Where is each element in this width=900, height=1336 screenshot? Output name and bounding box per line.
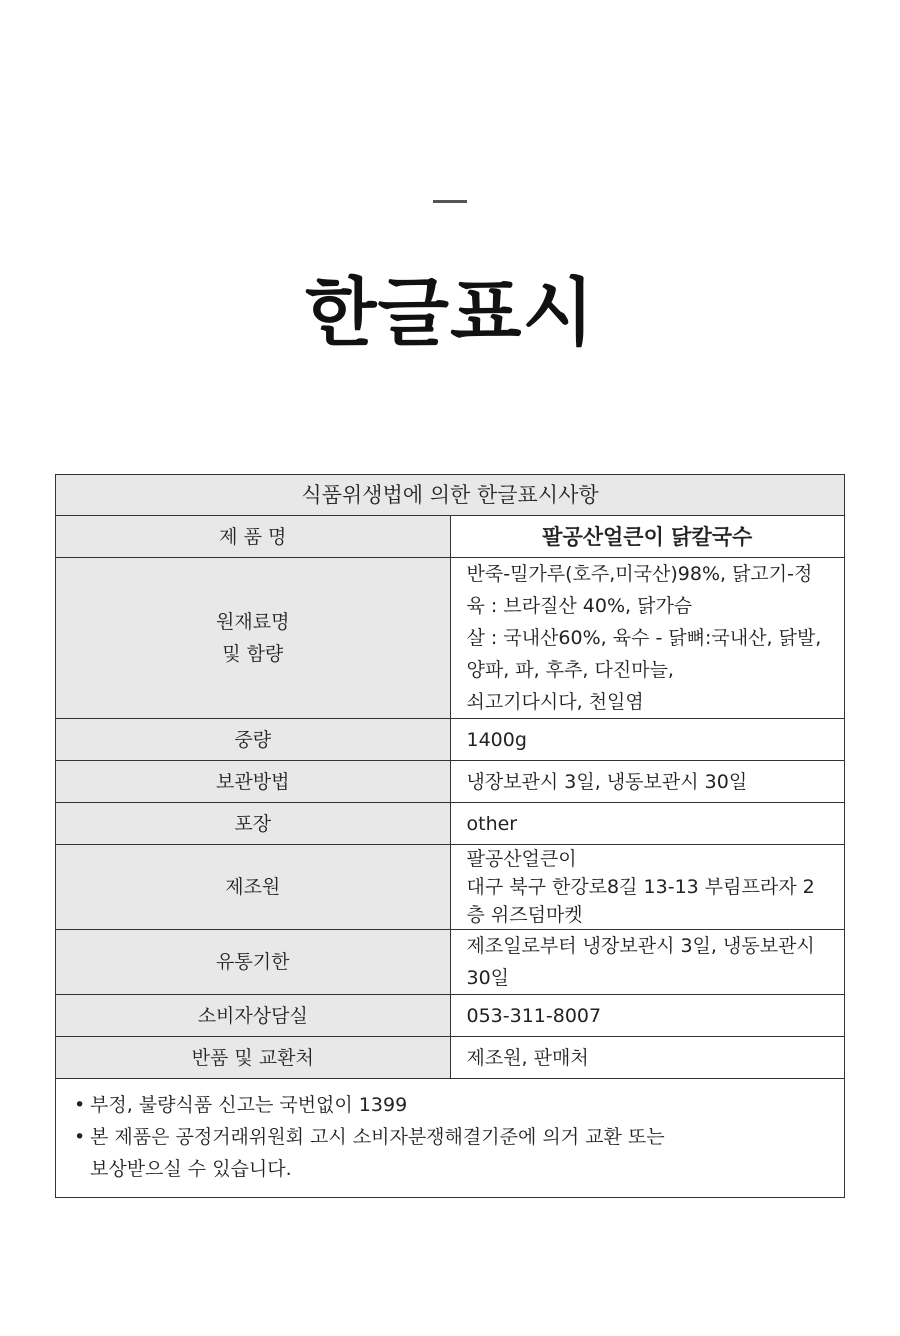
label-storage: 보관방법 [56, 761, 451, 803]
title-divider-dash [433, 200, 467, 203]
value-consumer-center: 053-311-8007 [450, 995, 845, 1037]
table-row-expiry [56, 930, 845, 995]
label-weight: 중량 [56, 719, 451, 761]
value-returns: 제조원, 판매처 [450, 1037, 845, 1079]
food-label-table [55, 474, 845, 1198]
page-title: 한글표시 [305, 270, 595, 356]
value-weight: 1400g [450, 719, 845, 761]
note-line: 본 제품은 공정거래위원회 고시 소비자분쟁해결기준에 의거 교환 또는 [90, 1126, 665, 1148]
label-manufacturer: 제조원 [56, 845, 451, 930]
note-item [74, 1089, 826, 1121]
table-row-product-name [56, 516, 845, 558]
label-ingredients-line: 및 함량 [222, 643, 284, 665]
table-row-storage [56, 761, 845, 803]
ingredients-line: 반죽-밀가루(호주,미국산)98%, 닭고기-정육 : 브라질산 40%, 닭가슴 [466, 563, 813, 617]
bullet-icon: • [74, 1126, 86, 1148]
value-storage: 냉장보관시 3일, 냉동보관시 30일 [450, 761, 845, 803]
ingredients-line: 쇠고기다시다, 천일염 [466, 691, 644, 713]
table-row-weight [56, 719, 845, 761]
note-item [74, 1121, 826, 1185]
table-row-returns [56, 1037, 845, 1079]
manufacturer-name: 팔공산얼큰이 [466, 848, 577, 870]
value-ingredients [450, 558, 845, 719]
table-header-row [56, 475, 845, 516]
label-product-name: 제 품 명 [56, 516, 451, 558]
ingredients-line: 살 : 국내산60%, 육수 - 닭뼈:국내산, 닭발, 양파, 파, 후추, 다진마늘, [466, 627, 822, 681]
note-line: 보상받으실 수 있습니다. [90, 1158, 292, 1180]
value-manufacturer [450, 845, 845, 930]
label-packaging: 포장 [56, 803, 451, 845]
value-packaging: other [450, 803, 845, 845]
table-header: 식품위생법에 의한 한글표시사항 [56, 475, 845, 516]
label-expiry: 유통기한 [56, 930, 451, 995]
label-consumer-center: 소비자상담실 [56, 995, 451, 1037]
table-row-packaging [56, 803, 845, 845]
notes-cell [56, 1079, 845, 1198]
label-returns: 반품 및 교환처 [56, 1037, 451, 1079]
table-row-manufacturer [56, 845, 845, 930]
value-expiry: 제조일로부터 냉장보관시 3일, 냉동보관시 30일 [450, 930, 845, 995]
value-product-name: 팔공산얼큰이 닭칼국수 [450, 516, 845, 558]
table-row-consumer-center [56, 995, 845, 1037]
label-ingredients-line: 원재료명 [216, 611, 290, 633]
label-ingredients [56, 558, 451, 719]
manufacturer-address: 대구 북구 한강로8길 13-13 부림프라자 2층 위즈덤마켓 [466, 876, 815, 926]
note-line: 부정, 불량식품 신고는 국번없이 1399 [90, 1094, 408, 1116]
bullet-icon: • [74, 1094, 86, 1116]
table-row-notes [56, 1079, 845, 1198]
table-row-ingredients [56, 558, 845, 719]
